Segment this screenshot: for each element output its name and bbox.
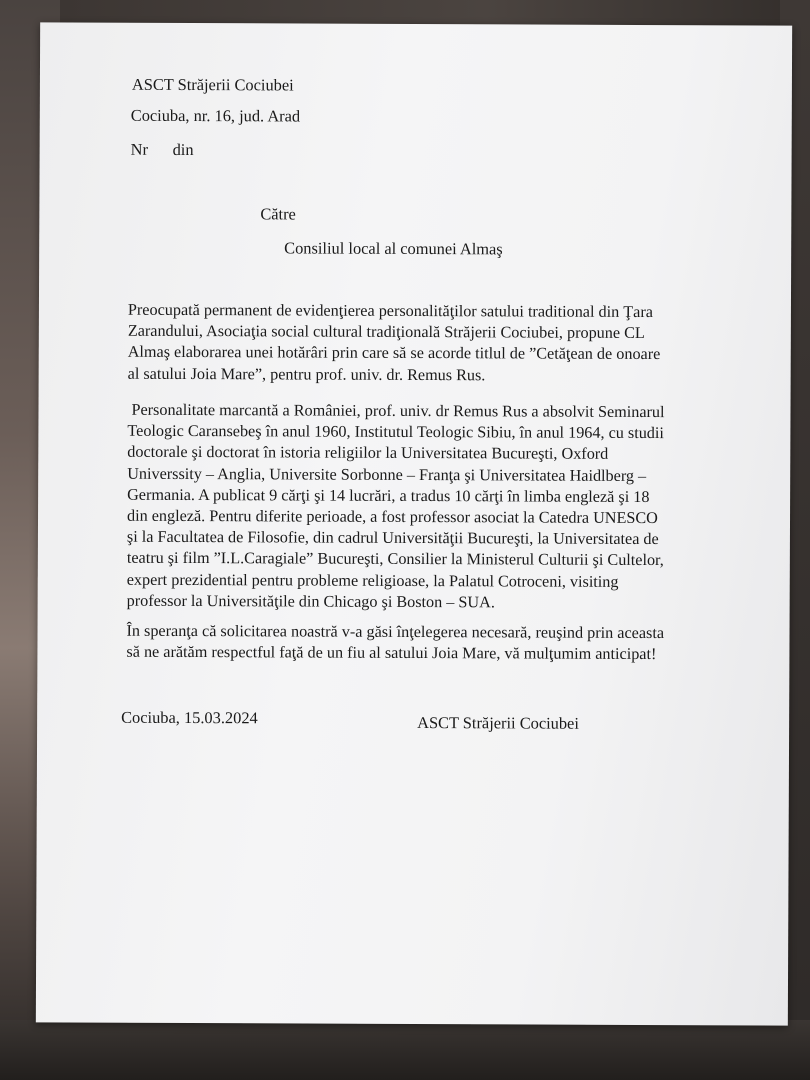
- text-line: Zarandului, Asociaţia social cultural tradiţională Străjerii Cociubei, propune CL: [127, 321, 645, 343]
- recipient-council: Consiliul local al comunei Almaş: [284, 238, 503, 259]
- sender-address: Cociuba, nr. 16, jud. Arad: [130, 105, 301, 126]
- text-line: Almaş elaborarea unei hotărâri prin care să se acorde titlul de ”Cetăţean de onoare: [127, 343, 661, 364]
- text-line: să ne arătăm respectful faţă de un fiu al satului Joia Mare, vă mulţumim anticipat!: [126, 642, 657, 664]
- paragraph-biography: [127, 400, 665, 614]
- text-line: al satului Joia Mare”, pentru prof. univ. dr. Remus Rus.: [127, 364, 486, 384]
- text-line: din engleză. Pentru diferite perioade, a fost professor asociat la Catedra UNESCO: [126, 506, 658, 528]
- paragraph-proposal: [128, 300, 661, 387]
- sender-org: ASCT Străjerii Cociubei: [131, 74, 294, 95]
- din-label: din: [172, 139, 194, 160]
- text-line: teatru şi film ”I.L.Caragiale” Bucureşti, Consilier la Ministerul Culturii şi Cultelor,: [126, 549, 664, 570]
- recipient-to: Către: [260, 204, 296, 224]
- text-line: Germania. A publicat 9 cărţi şi 14 lucrări, a tradus 10 cărţi în limba engleză şi 18: [127, 485, 650, 506]
- text-line: professor la Universităţile din Chicago şi Boston – SUA.: [126, 591, 495, 612]
- signature: ASCT Străjerii Cociubei: [417, 713, 579, 733]
- place-date: Cociuba, 15.03.2024: [121, 707, 258, 728]
- letter-page: [36, 22, 792, 1025]
- text-line: doctorale şi doctorat în istoria religiilor la Universitatea Bucureşti, Oxford: [127, 443, 609, 464]
- nr-label: Nr: [130, 139, 148, 159]
- text-line: Preocupată permanent de evidenţierea personalităţilor satului traditional din Ţara: [127, 300, 653, 322]
- background-bottom: [0, 1020, 810, 1080]
- text-line: Universsity – Anglia, Universite Sorbonne – Franţa şi Universitatea Haidlberg –: [127, 464, 647, 485]
- text-line: Teologic Caransebeş în anul 1960, Institutul Teologic Sibiu, în anul 1964, cu studii: [127, 421, 664, 443]
- text-line: expert prezidential pentru probleme religioase, la Palatul Cotroceni, visiting: [126, 570, 619, 591]
- paragraph-closing: [126, 621, 664, 666]
- text-line: Personalitate marcantă a României, prof. univ. dr Remus Rus a absolvit Seminarul: [131, 400, 665, 422]
- text-line: În speranţa că solicitarea noastră v-a găsi înţelegerea necesară, reuşind prin aceasta: [126, 621, 665, 643]
- text-line: şi la Facultatea de Filosofie, din cadrul Universităţii Bucureşti, la Universitatea de: [126, 527, 659, 549]
